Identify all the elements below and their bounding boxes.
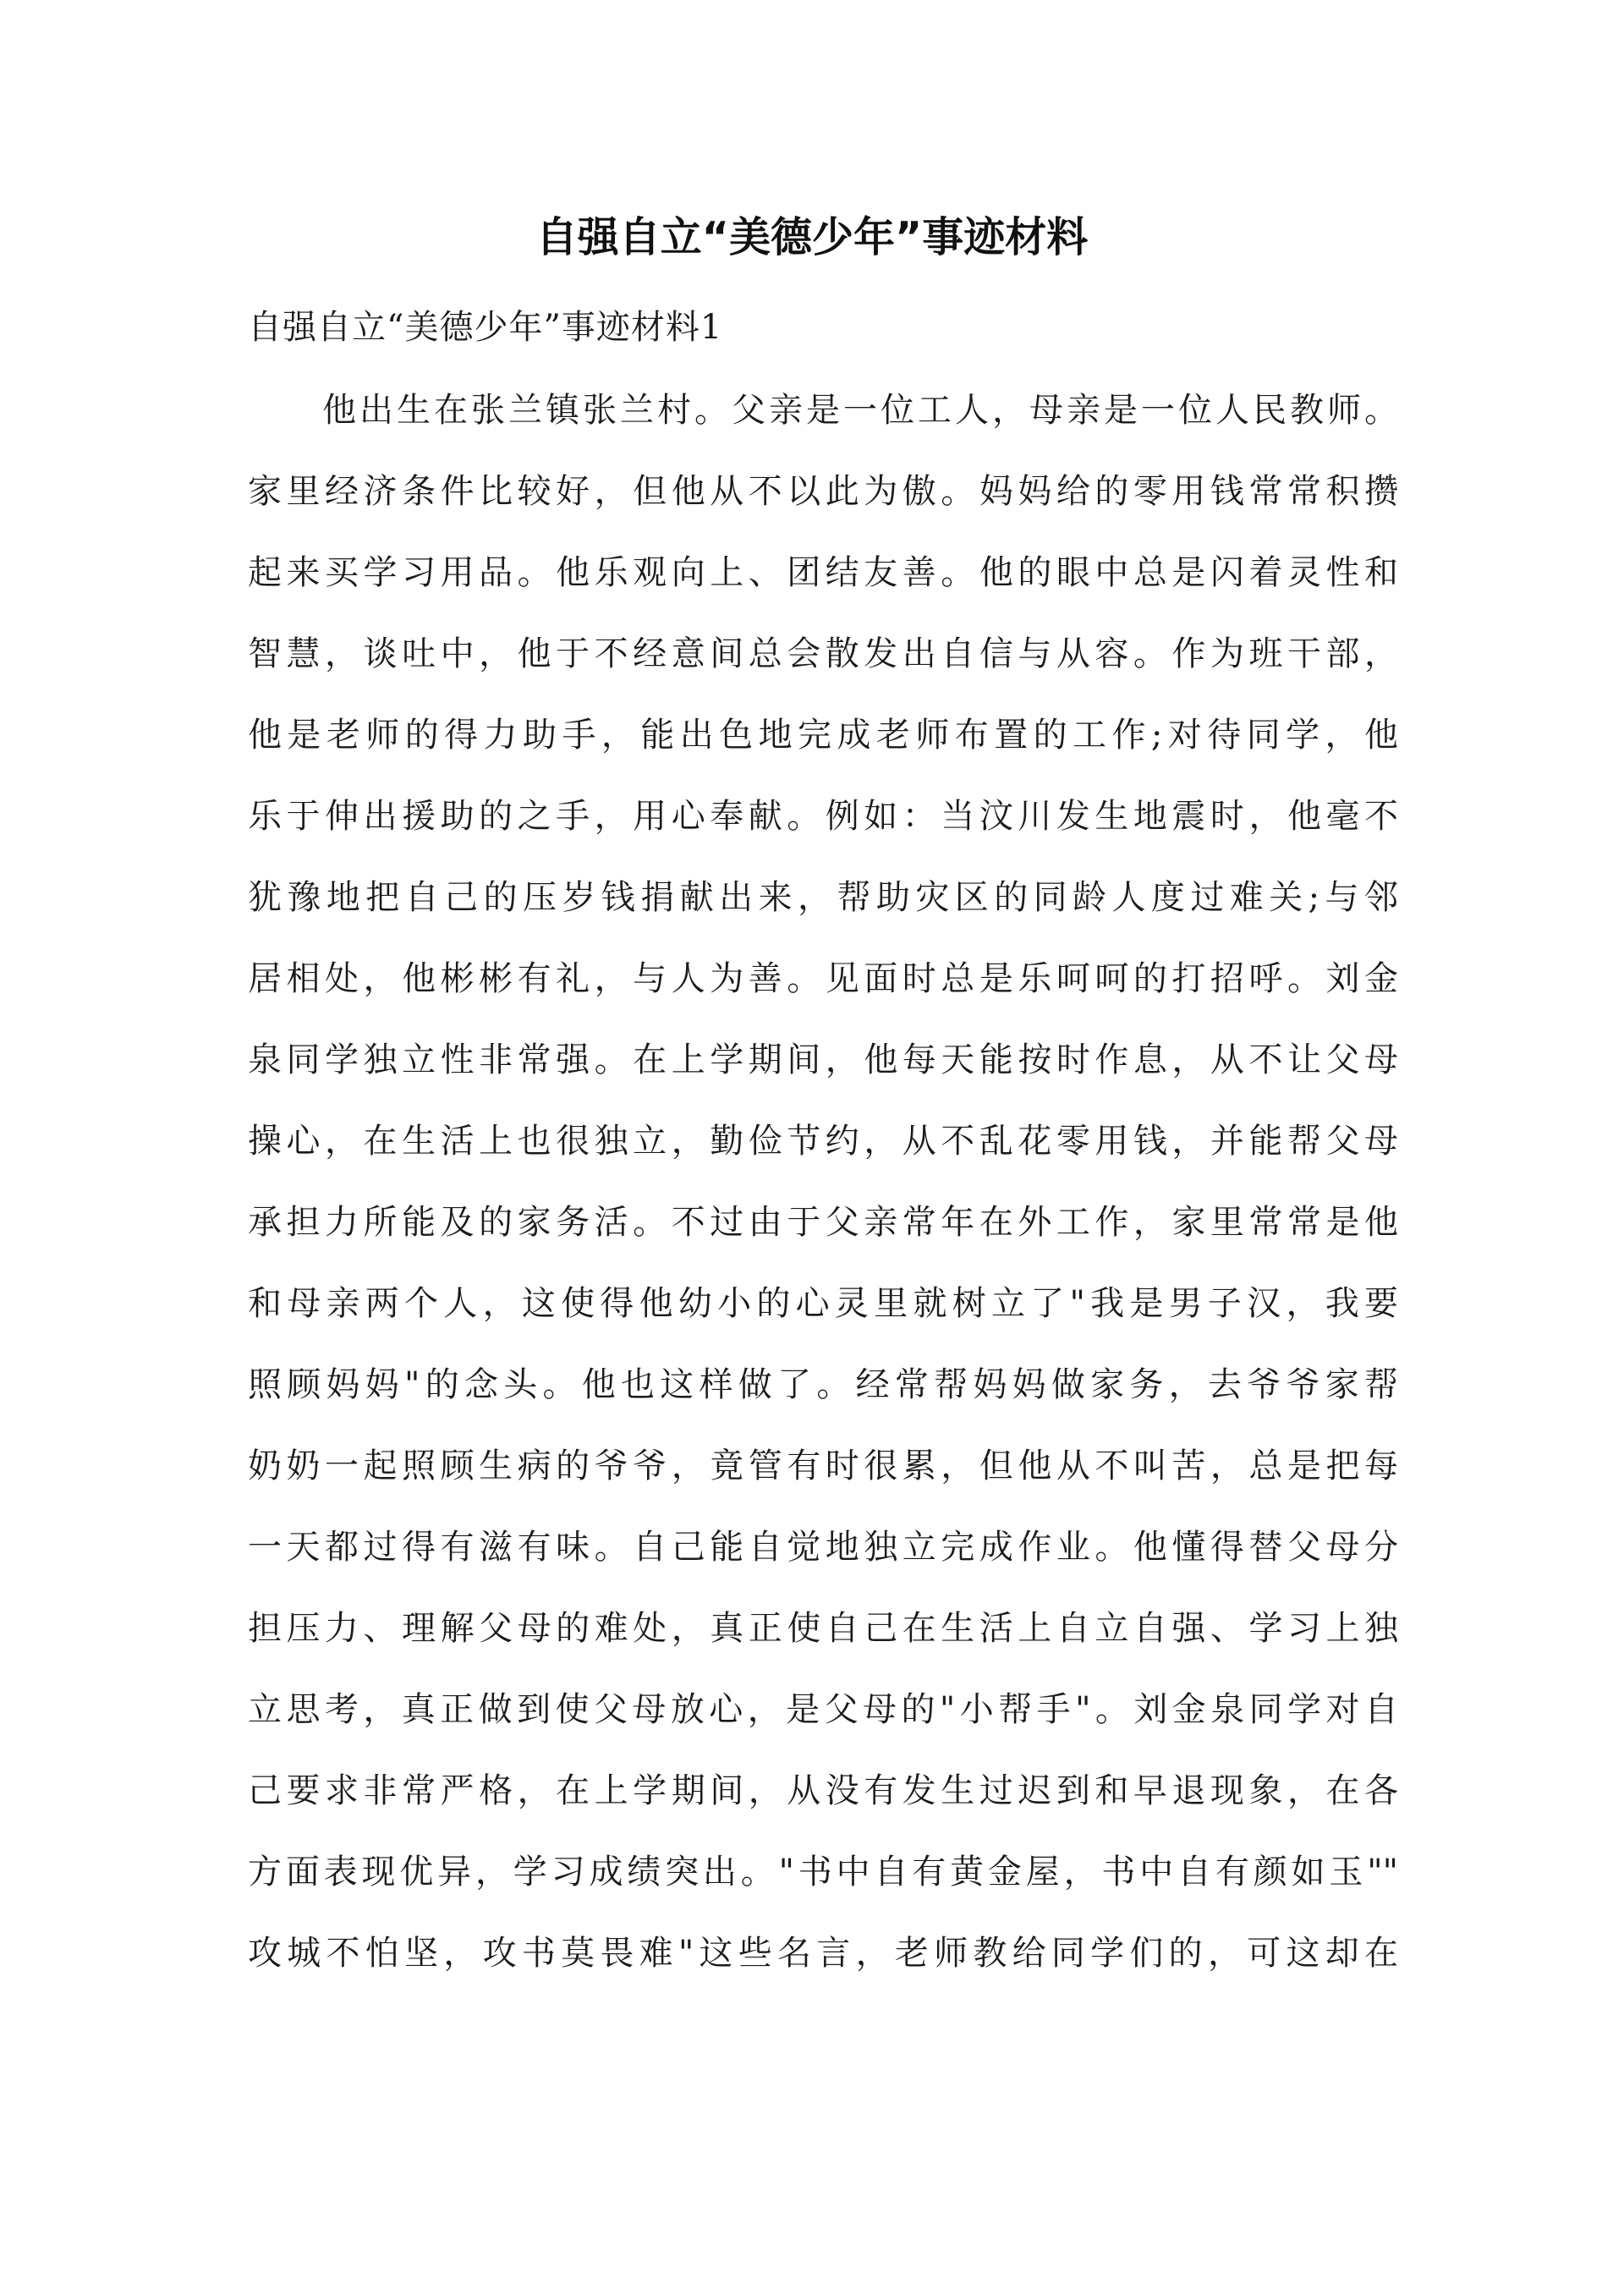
body-line: 和母亲两个人，这使得他幼小的心灵里就树立了"我是男子汉，我要	[248, 1284, 1398, 1323]
body-line: 立思考，真正做到使父母放心，是父母的"小帮手"。刘金泉同学对自	[248, 1690, 1398, 1729]
body-line: 承担力所能及的家务活。不过由于父亲常年在外工作，家里常常是他	[248, 1203, 1398, 1242]
body-line: 己要求非常严格，在上学期间，从没有发生过迟到和早退现象，在各	[248, 1771, 1398, 1810]
body-line: 泉同学独立性非常强。在上学期间，他每天能按时作息，从不让父母	[248, 1040, 1398, 1079]
section-heading: 自强自立“美德少年”事迹材料1	[248, 308, 723, 347]
body-line: 操心，在生活上也很独立，勤俭节约，从不乱花零用钱，并能帮父母	[248, 1122, 1398, 1161]
body-line: 一天都过得有滋有味。自己能自觉地独立完成作业。他懂得替父母分	[248, 1528, 1398, 1567]
body-line: 奶奶一起照顾生病的爷爷，竟管有时很累，但他从不叫苦，总是把每	[248, 1447, 1398, 1485]
body-line: 智慧，谈吐中，他于不经意间总会散发出自信与从容。作为班干部，	[248, 634, 1398, 673]
body-line: 起来买学习用品。他乐观向上、团结友善。他的眼中总是闪着灵性和	[248, 553, 1398, 592]
body-line: 方面表现优异，学习成绩突出。"书中自有黄金屋，书中自有颜如玉""	[248, 1853, 1398, 1891]
body-text	[248, 383, 1398, 2007]
document-title: 自强自立“美德少年”事迹材料	[535, 213, 1089, 261]
body-line: 乐于伸出援助的之手，用心奉献。例如：当汶川发生地震时，他毫不	[248, 797, 1398, 836]
body-line: 家里经济条件比较好，但他从不以此为傲。妈妈给的零用钱常常积攒	[248, 472, 1398, 511]
body-line: 照顾妈妈"的念头。他也这样做了。经常帮妈妈做家务，去爷爷家帮	[248, 1365, 1398, 1404]
body-line: 居相处，他彬彬有礼，与人为善。见面时总是乐呵呵的打招呼。刘金	[248, 959, 1398, 998]
body-line: 犹豫地把自己的压岁钱捐献出来，帮助灾区的同龄人度过难关;与邻	[248, 878, 1398, 917]
body-line: 攻城不怕坚，攻书莫畏难"这些名言，老师教给同学们的，可这却在	[248, 1934, 1398, 1973]
body-line: 他是老师的得力助手，能出色地完成老师布置的工作;对待同学，他	[248, 716, 1398, 755]
body-line: 担压力、理解父母的难处，真正使自己在生活上自立自强、学习上独	[248, 1609, 1398, 1648]
body-line: 他出生在张兰镇张兰村。父亲是一位工人，母亲是一位人民教师。	[322, 391, 1398, 430]
